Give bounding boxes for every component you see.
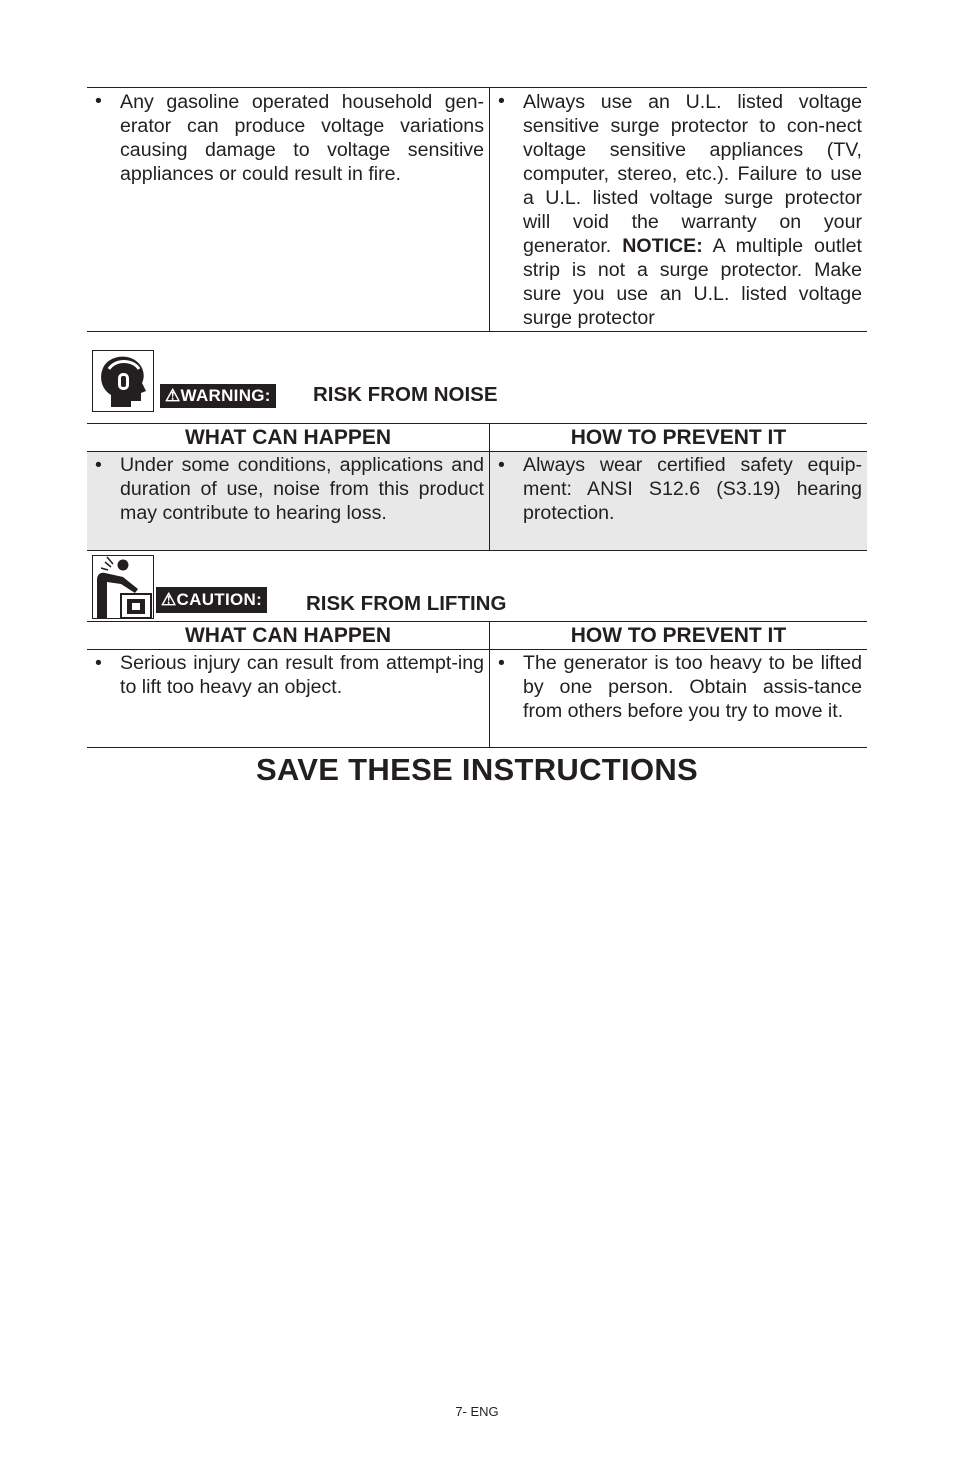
- bullet: •: [498, 454, 505, 476]
- bullet: •: [498, 90, 505, 112]
- bullet: •: [95, 454, 102, 476]
- lifting-how-cell: [490, 650, 867, 724]
- fuel-hazard-table: [87, 87, 867, 332]
- warning-badge: [160, 384, 276, 408]
- warning-signal-word: WARNING:: [180, 386, 271, 405]
- noise-how-cell: [490, 452, 867, 526]
- caution-signal-word: CAUTION:: [176, 590, 263, 609]
- lifting-hazard-icon: [92, 555, 154, 619]
- noise-what-cell: [87, 452, 489, 526]
- page-number: 7- ENG: [455, 1404, 499, 1419]
- notice-label: NOTICE:: [622, 235, 703, 257]
- hearing-protection-icon: [92, 350, 154, 412]
- how-to-prevent-heading: HOW TO PREVENT IT: [490, 424, 868, 452]
- prevention-description: [490, 88, 867, 331]
- how-to-prevent-heading: HOW TO PREVENT IT: [490, 622, 868, 650]
- bullet: •: [95, 90, 102, 112]
- warning-triangle-icon: ⚠: [165, 386, 181, 405]
- surge-text-1: Always use an U.L. listed voltage sensitive surge protector to con-nect voltage sensitive appliances (TV, computer, stereo, etc.). Failure to use a U.L. listed voltage surge protector will void the warranty on your generator.: [523, 91, 862, 257]
- noise-table-header: [87, 424, 867, 452]
- surge-text-2: A multiple outlet strip is not a surge protector. Make sure you use an U.L. listed voltage surge protector: [523, 235, 862, 329]
- hazard-description: [87, 88, 489, 187]
- what-can-happen-heading: WHAT CAN HAPPEN: [87, 424, 490, 452]
- noise-table: [87, 423, 867, 551]
- caution-triangle-icon: ⚠: [161, 590, 177, 609]
- save-instructions-heading: SAVE THESE INSTRUCTIONS: [255, 752, 699, 787]
- lifting-what-cell: [87, 650, 489, 700]
- manual-page: [87, 87, 867, 788]
- lifting-risk-title: RISK FROM LIFTING: [306, 592, 507, 615]
- fuel-what-text: Any gasoline operated household gen-erator can produce voltage variations causing damage to voltage sensitive appliances or could result in fire.: [120, 91, 484, 185]
- noise-what-text: Under some conditions, applications and duration of use, noise from this product may contribute to hearing loss.: [120, 454, 484, 524]
- what-can-happen-heading: WHAT CAN HAPPEN: [87, 622, 490, 650]
- noise-how-text: Always wear certified safety equip-ment: ANSI S12.6 (S3.19) hearing protection.: [523, 454, 862, 524]
- bullet: •: [95, 652, 102, 674]
- caution-badge: [156, 587, 267, 613]
- lifting-how-text: The generator is too heavy to be lifted by one person. Obtain assis-tance from others before you try to move it.: [523, 652, 862, 722]
- lifting-table-header: [87, 622, 867, 650]
- lifting-table: [87, 621, 867, 748]
- bullet: •: [498, 652, 505, 674]
- noise-risk-title: RISK FROM NOISE: [313, 383, 498, 406]
- lifting-what-text: Serious injury can result from attempt-ing to lift too heavy an object.: [120, 652, 484, 698]
- noise-hazard-header: [87, 332, 867, 423]
